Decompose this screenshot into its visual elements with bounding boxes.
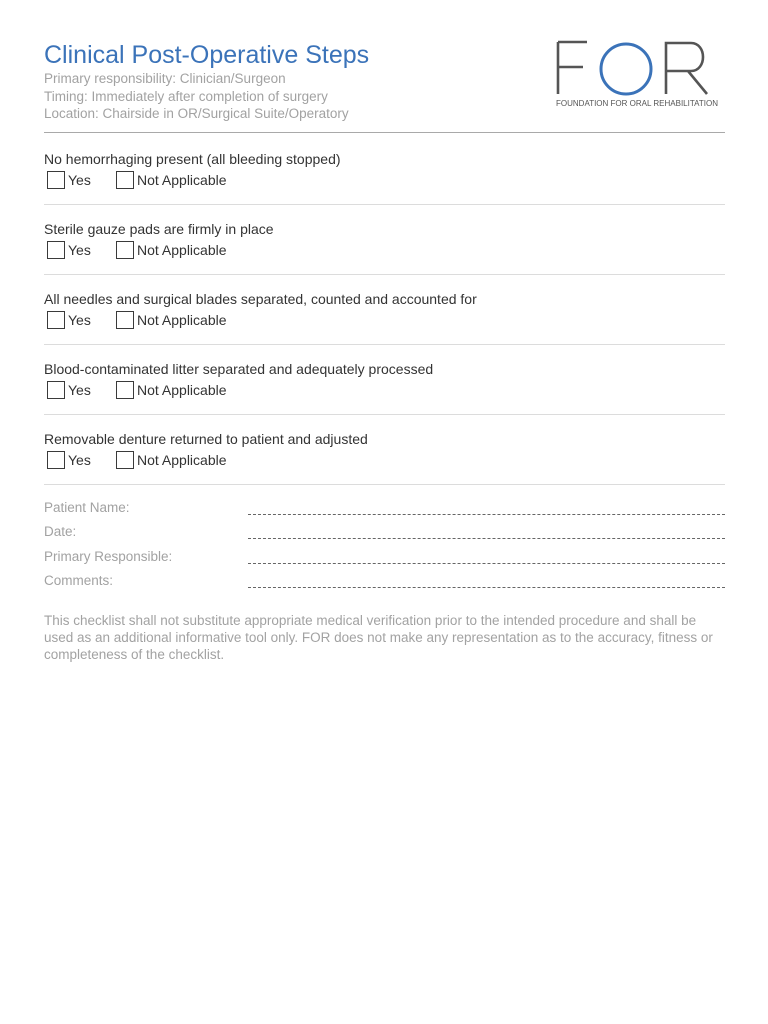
for-logo: [554, 40, 724, 110]
page-title: Clinical Post-Operative Steps: [44, 41, 370, 69]
yes-option[interactable]: [47, 240, 91, 260]
yes-checkbox[interactable]: [47, 451, 65, 469]
yes-option[interactable]: [47, 380, 91, 400]
patient-name-field: [44, 500, 725, 520]
checklist-question: Removable denture returned to patient and adjusted: [44, 431, 368, 447]
not-applicable-label: Not Applicable: [137, 452, 227, 468]
not-applicable-checkbox[interactable]: [116, 241, 134, 259]
comments-label: Comments:: [44, 573, 114, 588]
yes-label: Yes: [68, 312, 91, 328]
yes-option[interactable]: [47, 450, 91, 470]
yes-label: Yes: [68, 382, 91, 398]
not-applicable-checkbox[interactable]: [116, 171, 134, 189]
yes-label: Yes: [68, 242, 91, 258]
yes-checkbox[interactable]: [47, 311, 65, 329]
yes-checkbox[interactable]: [47, 241, 65, 259]
item-divider: [44, 274, 725, 275]
timing-text: Timing: Immediately after completion of surgery: [44, 89, 328, 104]
checklist-question: All needles and surgical blades separated, counted and accounted for: [44, 291, 477, 307]
primary-responsible-input-line[interactable]: [248, 563, 725, 564]
responsibility-text: Primary responsibility: Clinician/Surgeon: [44, 71, 286, 86]
location-text: Location: Chairside in OR/Surgical Suite/Operatory: [44, 106, 349, 121]
not-applicable-option[interactable]: [116, 240, 227, 260]
not-applicable-label: Not Applicable: [137, 382, 227, 398]
logo-tagline: FOUNDATION FOR ORAL REHABILITATION: [556, 99, 719, 108]
not-applicable-checkbox[interactable]: [116, 451, 134, 469]
yes-checkbox[interactable]: [47, 381, 65, 399]
not-applicable-label: Not Applicable: [137, 312, 227, 328]
patient-name-label: Patient Name:: [44, 500, 130, 515]
item-divider: [44, 204, 725, 205]
yes-label: Yes: [68, 452, 91, 468]
checklist-item: [44, 220, 725, 262]
checklist-item: [44, 430, 725, 472]
not-applicable-checkbox[interactable]: [116, 311, 134, 329]
yes-option[interactable]: [47, 310, 91, 330]
checklist-page: [44, 0, 725, 1024]
not-applicable-label: Not Applicable: [137, 172, 227, 188]
date-field: [44, 524, 725, 544]
yes-checkbox[interactable]: [47, 171, 65, 189]
comments-input-line[interactable]: [248, 587, 725, 588]
date-input-line[interactable]: [248, 538, 725, 539]
checklist-question: Sterile gauze pads are firmly in place: [44, 221, 274, 237]
yes-label: Yes: [68, 172, 91, 188]
checklist-item: [44, 150, 725, 192]
not-applicable-option[interactable]: [116, 380, 227, 400]
not-applicable-checkbox[interactable]: [116, 381, 134, 399]
not-applicable-label: Not Applicable: [137, 242, 227, 258]
not-applicable-option[interactable]: [116, 170, 227, 190]
header-divider: [44, 132, 725, 133]
primary-responsible-label: Primary Responsible:: [44, 549, 173, 564]
for-logo-icon: [554, 40, 724, 110]
disclaimer-text: This checklist shall not substitute appropriate medical verification prior to the intended procedure and shall be used as an additional informative tool only. FOR does not make any representation as to the accuracy, fitness or completeness of the checklist.: [44, 613, 713, 662]
checklist-question: No hemorrhaging present (all bleeding stopped): [44, 151, 341, 167]
checklist-item: [44, 290, 725, 332]
patient-name-input-line[interactable]: [248, 514, 725, 515]
yes-option[interactable]: [47, 170, 91, 190]
item-divider: [44, 344, 725, 345]
checklist-item: [44, 360, 725, 402]
date-label: Date:: [44, 524, 77, 539]
item-divider: [44, 484, 725, 485]
checklist-question: Blood-contaminated litter separated and adequately processed: [44, 361, 434, 377]
primary-responsible-field: [44, 549, 725, 569]
comments-field: [44, 573, 725, 593]
not-applicable-option[interactable]: [116, 450, 227, 470]
not-applicable-option[interactable]: [116, 310, 227, 330]
item-divider: [44, 414, 725, 415]
